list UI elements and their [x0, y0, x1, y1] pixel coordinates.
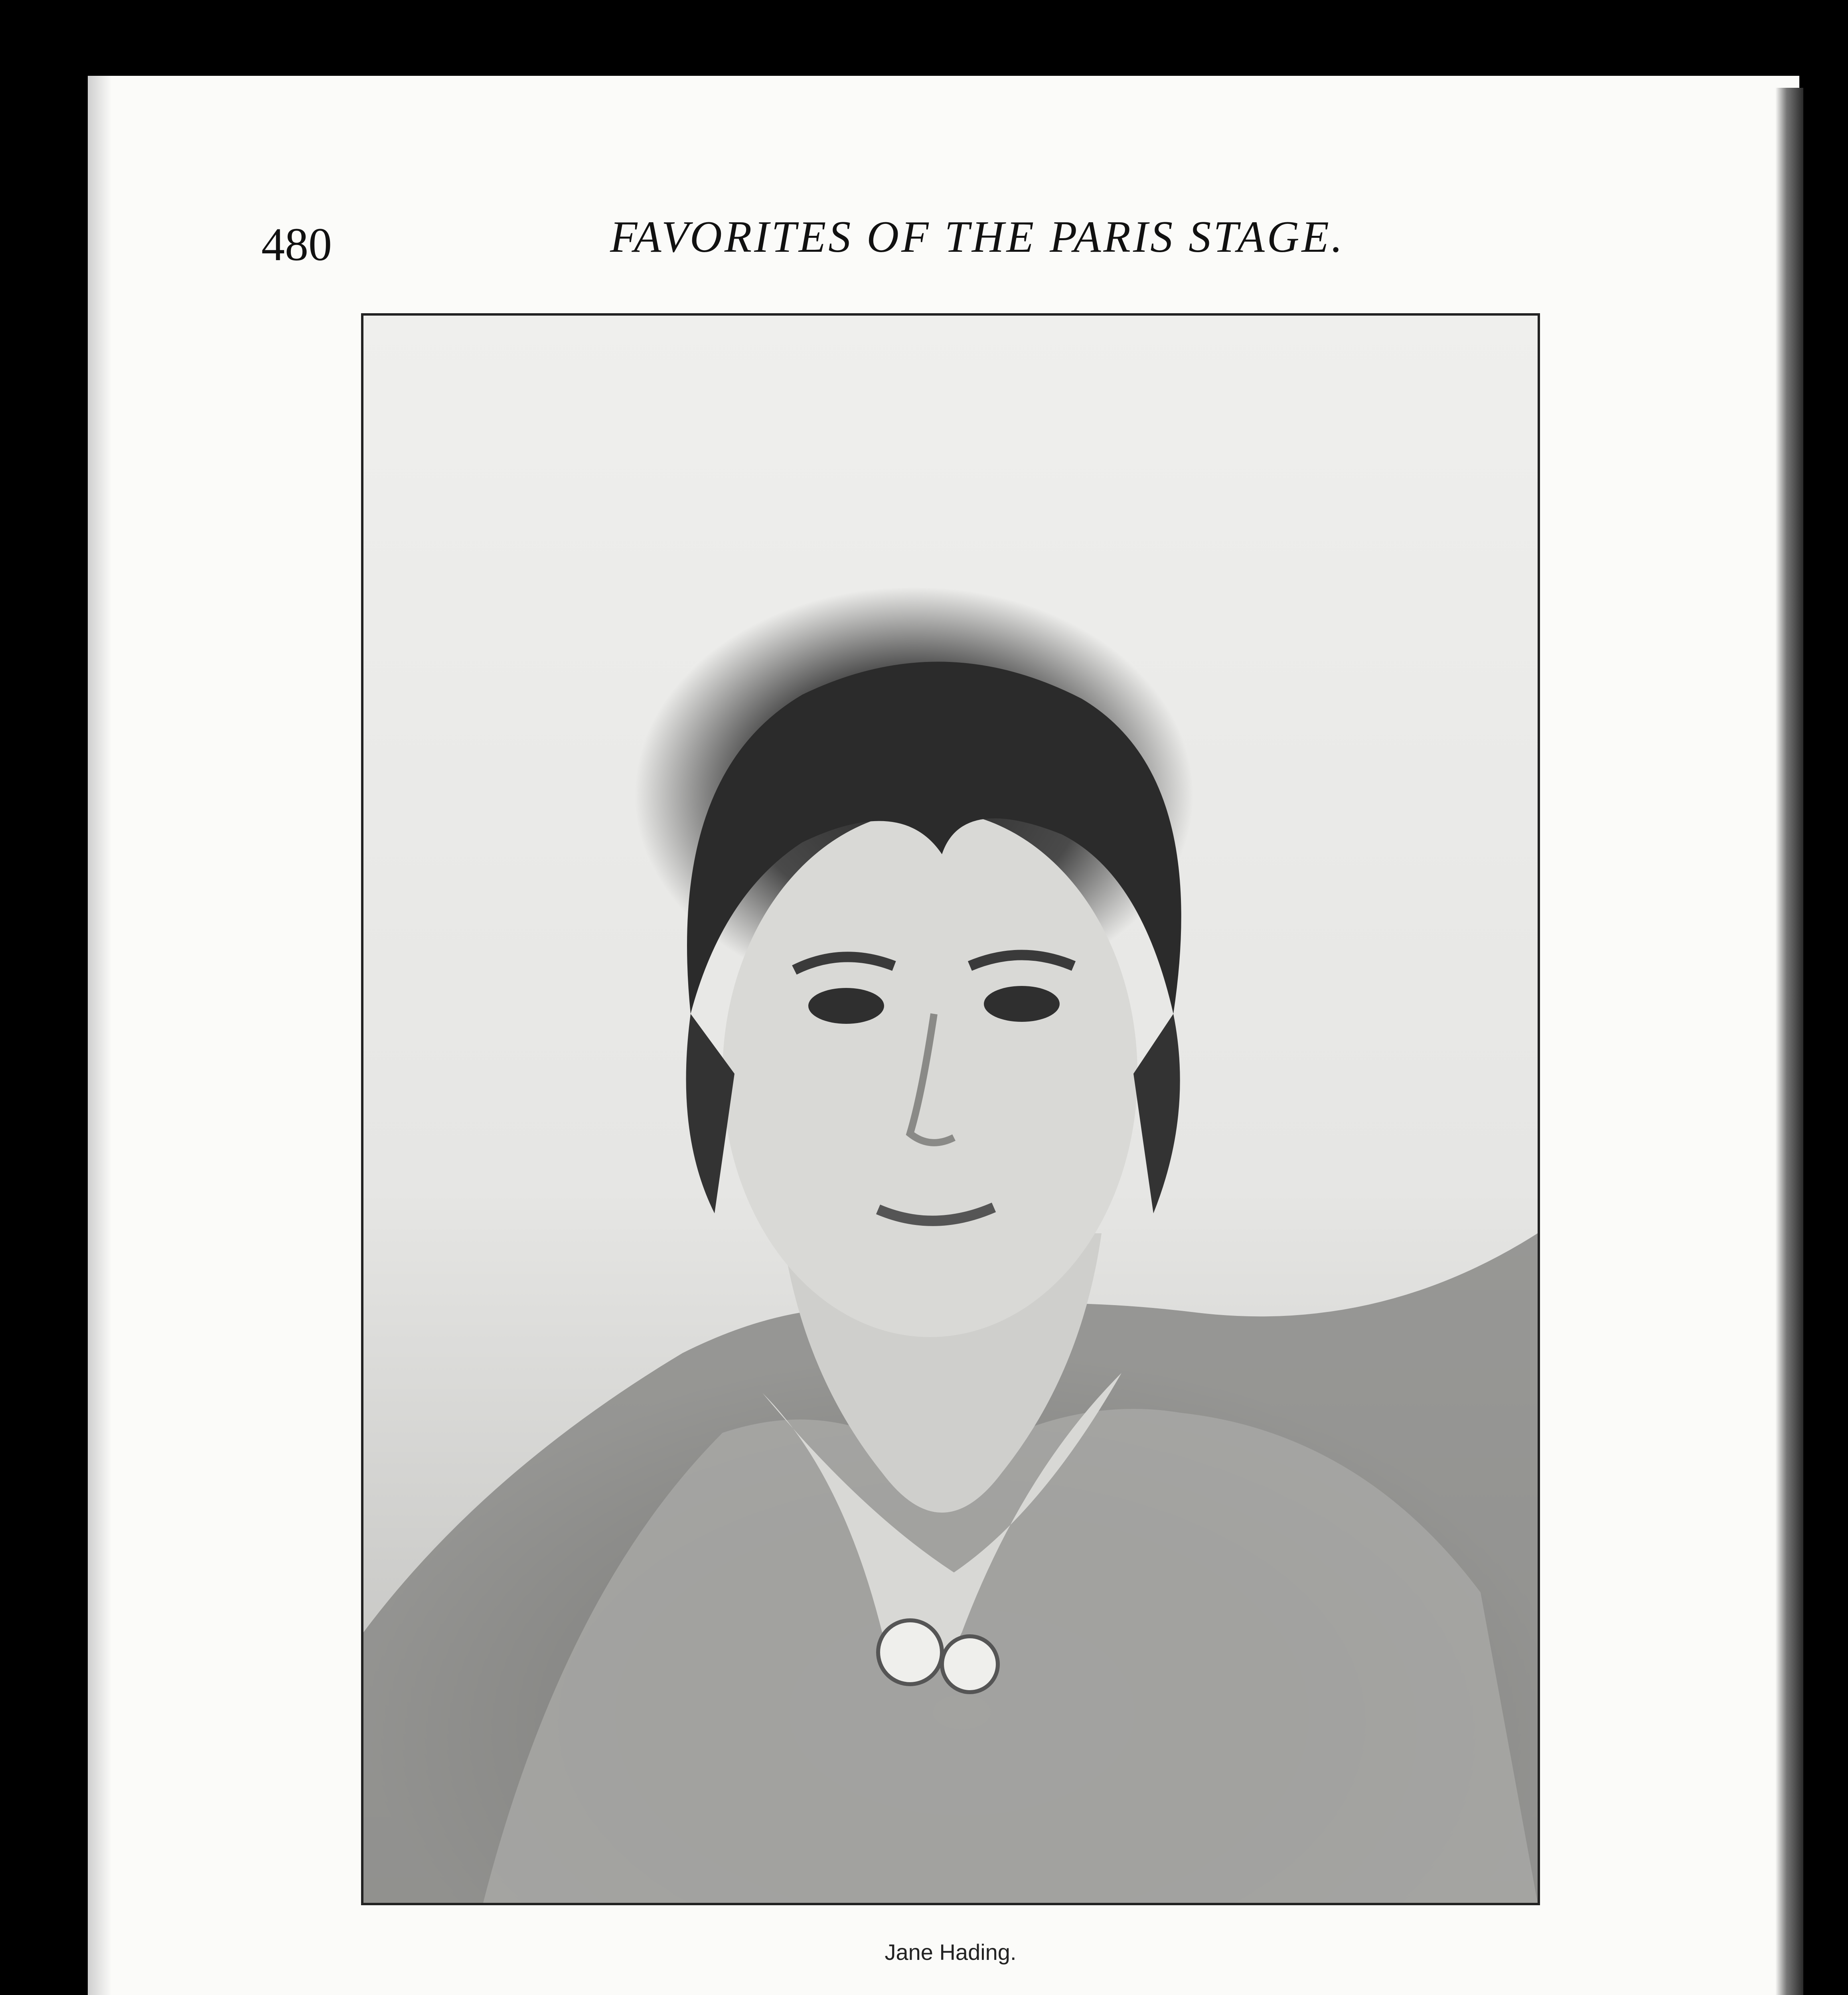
page-left-edge-shadow [88, 76, 112, 1995]
figure-caption: Jane Hading. [885, 1940, 1017, 1965]
portrait-illustration [363, 316, 1538, 1903]
portrait-photograph [361, 313, 1540, 1905]
page-number: 480 [261, 218, 332, 271]
book-spine-shadow [1775, 88, 1803, 1995]
running-head-title: FAVORITES OF THE PARIS STAGE. [610, 212, 1345, 262]
